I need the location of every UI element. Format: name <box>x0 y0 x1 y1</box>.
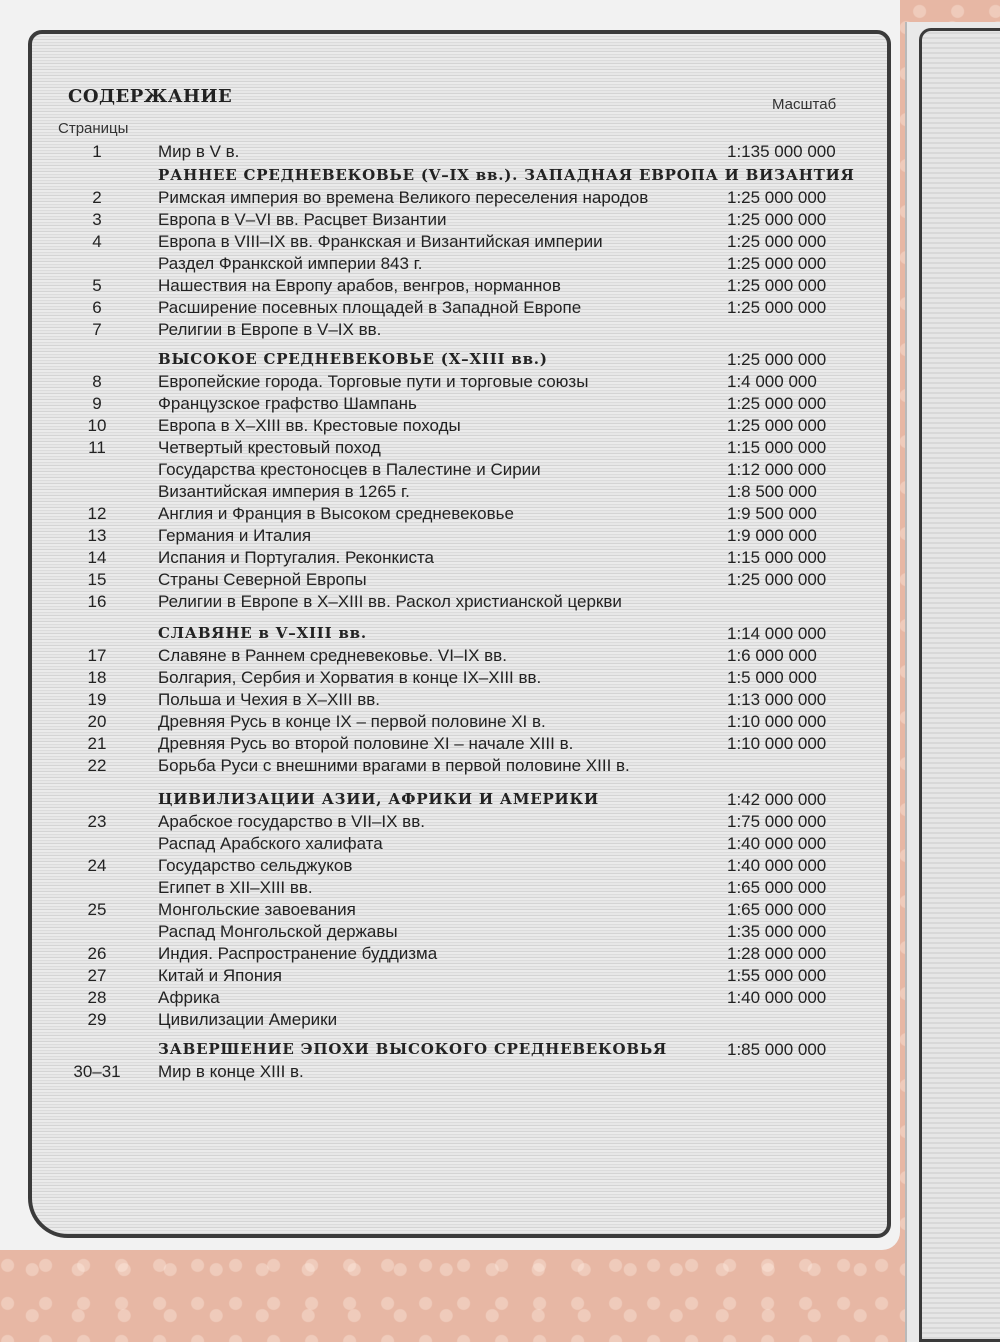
pages-column-header: Страницы <box>58 120 129 137</box>
entry-title: Цивилизации Америки <box>158 1010 338 1029</box>
contents-frame <box>28 30 891 1238</box>
page-number: 17 <box>87 646 107 665</box>
list-item <box>32 504 887 526</box>
entry-title: Англия и Франция в Высоком средневековье <box>158 504 514 523</box>
list-item <box>32 1010 887 1032</box>
entry-title: Древняя Русь во второй половине XI – начале XIII в. <box>158 734 574 753</box>
map-scale: 1:15 000 000 <box>727 438 827 457</box>
list-item <box>32 438 887 460</box>
page-number: 12 <box>87 504 107 523</box>
page-number: 27 <box>87 966 107 985</box>
section-heading-row <box>32 790 887 812</box>
map-scale: 1:6 000 000 <box>727 646 817 665</box>
entry-title: Арабское государство в VII–IX вв. <box>158 812 425 831</box>
entry-title: Государства крестоносцев в Палестине и Сирии <box>158 460 541 479</box>
page-number: 3 <box>92 210 102 229</box>
page-number: 18 <box>87 668 107 687</box>
map-scale: 1:4 000 000 <box>727 372 817 391</box>
entry-title: Египет в XII–XIII вв. <box>158 878 313 897</box>
list-item <box>32 394 887 416</box>
list-item <box>32 988 887 1010</box>
list-item <box>32 592 887 614</box>
section-heading: ВЫСОКОЕ СРЕДНЕВЕКОВЬЕ (X–XIII вв.) <box>158 350 548 368</box>
map-scale: 1:75 000 000 <box>727 812 827 831</box>
list-item <box>32 690 887 712</box>
map-scale: 1:9 000 000 <box>727 526 817 545</box>
map-scale: 1:28 000 000 <box>727 944 827 963</box>
entry-title: Мир в V в. <box>158 142 240 161</box>
entry-title: Страны Северной Европы <box>158 570 367 589</box>
map-scale: 1:25 000 000 <box>727 416 827 435</box>
map-scale: 1:85 000 000 <box>727 1040 827 1059</box>
entry-title: Французское графство Шампань <box>158 394 417 413</box>
map-scale: 1:65 000 000 <box>727 900 827 919</box>
section-heading: РАННЕЕ СРЕДНЕВЕКОВЬЕ (V–IX вв.). ЗАПАДНАЯ ЕВРОПА И ВИЗАНТИЯ <box>158 166 855 184</box>
map-scale: 1:10 000 000 <box>727 712 827 731</box>
page-number: 16 <box>87 592 107 611</box>
page-number: 11 <box>88 438 106 457</box>
entry-title: Европа в X–XIII вв. Крестовые походы <box>158 416 461 435</box>
entry-title: Византийская империя в 1265 г. <box>158 482 410 501</box>
entry-title: Религии в Европе в X–XIII вв. Раскол христианской церкви <box>158 592 622 611</box>
page-number: 14 <box>87 548 107 567</box>
page-number: 1 <box>92 142 102 161</box>
page-number: 10 <box>87 416 107 435</box>
entry-title: Европейские города. Торговые пути и торговые союзы <box>158 372 589 391</box>
entry-title: Испания и Португалия. Реконкиста <box>158 548 434 567</box>
page-number: 23 <box>87 812 107 831</box>
page-number: 25 <box>87 900 107 919</box>
map-scale: 1:5 000 000 <box>727 668 817 687</box>
map-scale: 1:40 000 000 <box>727 988 827 1007</box>
page-number: 22 <box>87 756 107 775</box>
entry-title: Мир в конце XIII в. <box>158 1062 304 1081</box>
entry-title: Европа в VIII–IX вв. Франкская и Византийская империи <box>158 232 603 251</box>
entry-title: Римская империя во времена Великого переселения народов <box>158 188 649 207</box>
map-scale: 1:25 000 000 <box>727 232 827 251</box>
map-scale: 1:13 000 000 <box>727 690 827 709</box>
map-scale: 1:55 000 000 <box>727 966 827 985</box>
list-item <box>32 482 887 504</box>
page-number: 20 <box>87 712 107 731</box>
map-scale: 1:25 000 000 <box>727 298 827 317</box>
entry-title: Распад Монгольской державы <box>158 922 398 941</box>
entry-title: Германия и Италия <box>158 526 312 545</box>
list-item <box>32 856 887 878</box>
list-item <box>32 210 887 232</box>
map-scale: 1:12 000 000 <box>727 460 827 479</box>
list-item <box>32 570 887 592</box>
map-scale: 1:25 000 000 <box>727 276 827 295</box>
page-number: 4 <box>92 232 102 251</box>
list-item <box>32 712 887 734</box>
entry-title: Древняя Русь в конце IX – первой половине XI в. <box>158 712 546 731</box>
page-number: 6 <box>92 298 102 317</box>
page-number: 15 <box>87 570 107 589</box>
section-heading-row <box>32 624 887 646</box>
list-item <box>32 668 887 690</box>
entry-title: Распад Арабского халифата <box>158 834 383 853</box>
list-item <box>32 900 887 922</box>
section-heading: ЗАВЕРШЕНИЕ ЭПОХИ ВЫСОКОГО СРЕДНЕВЕКОВЬЯ <box>158 1040 668 1058</box>
list-item <box>32 320 887 342</box>
list-item <box>32 276 887 298</box>
map-scale: 1:25 000 000 <box>727 350 827 369</box>
map-scale: 1:10 000 000 <box>727 734 827 753</box>
list-item <box>32 646 887 668</box>
entry-title: Славяне в Раннем средневековье. VI–IX вв. <box>158 646 507 665</box>
entry-title: Польша и Чехия в X–XIII вв. <box>158 690 381 709</box>
map-scale: 1:25 000 000 <box>727 254 827 273</box>
table-of-contents <box>32 34 887 1234</box>
page-number: 29 <box>87 1010 107 1029</box>
map-scale: 1:42 000 000 <box>727 790 827 809</box>
list-item <box>32 298 887 320</box>
entry-title: Религии в Европе в V–IX вв. <box>158 320 382 339</box>
page-number: 2 <box>92 188 102 207</box>
list-item <box>32 1062 887 1084</box>
map-scale: 1:40 000 000 <box>727 834 827 853</box>
entry-title: Европа в V–VI вв. Расцвет Византии <box>158 210 447 229</box>
section-heading-row <box>32 166 887 188</box>
list-item <box>32 878 887 900</box>
map-scale: 1:25 000 000 <box>727 394 827 413</box>
list-item <box>32 734 887 756</box>
page-number: 9 <box>92 394 102 413</box>
entry-title: Четвертый крестовый поход <box>158 438 381 457</box>
page-number: 21 <box>87 734 107 753</box>
list-item <box>32 812 887 834</box>
entry-title: Борьба Руси с внешними врагами в первой половине XIII в. <box>158 756 630 775</box>
map-scale: 1:135 000 000 <box>727 142 836 161</box>
scale-column-header: Масштаб <box>772 96 837 113</box>
page-number: 28 <box>87 988 107 1007</box>
list-item <box>32 232 887 254</box>
list-item <box>32 548 887 570</box>
list-item <box>32 254 887 276</box>
map-scale: 1:9 500 000 <box>727 504 817 523</box>
map-scale: 1:40 000 000 <box>727 856 827 875</box>
map-scale: 1:65 000 000 <box>727 878 827 897</box>
list-item <box>32 372 887 394</box>
map-scale: 1:25 000 000 <box>727 210 827 229</box>
section-heading: ЦИВИЛИЗАЦИИ АЗИИ, АФРИКИ И АМЕРИКИ <box>158 790 599 808</box>
page-number: 7 <box>92 320 102 339</box>
section-heading-row <box>32 1040 887 1062</box>
map-scale: 1:25 000 000 <box>727 570 827 589</box>
section-heading-row <box>32 350 887 372</box>
list-item <box>32 944 887 966</box>
list-item <box>32 922 887 944</box>
map-scale: 1:8 500 000 <box>727 482 817 501</box>
entry-title: Китай и Япония <box>158 966 282 985</box>
map-scale: 1:15 000 000 <box>727 548 827 567</box>
list-item <box>32 834 887 856</box>
entry-title: Раздел Франкской империи 843 г. <box>158 254 423 273</box>
list-item <box>32 966 887 988</box>
entry-title: Государство сельджуков <box>158 856 353 875</box>
entry-title: Расширение посевных площадей в Западной Европе <box>158 298 582 317</box>
page-number: 13 <box>87 526 107 545</box>
map-scale: 1:25 000 000 <box>727 188 827 207</box>
entry-title: Индия. Распространение буддизма <box>158 944 438 963</box>
list-item <box>32 460 887 482</box>
list-item <box>32 142 887 164</box>
map-scale: 1:14 000 000 <box>727 624 827 643</box>
map-scale: 1:35 000 000 <box>727 922 827 941</box>
page-number: 30–31 <box>73 1062 121 1081</box>
section-heading: СЛАВЯНЕ в V–XIII вв. <box>158 624 367 642</box>
page-number: 24 <box>87 856 107 875</box>
list-item <box>32 188 887 210</box>
page-number: 5 <box>92 276 102 295</box>
list-item <box>32 416 887 438</box>
list-item <box>32 756 887 778</box>
page-number: 26 <box>87 944 107 963</box>
next-page-edge <box>905 22 1000 1342</box>
contents-title: СОДЕРЖАНИЕ <box>68 86 233 107</box>
entry-title: Монгольские завоевания <box>158 900 356 919</box>
page-number: 19 <box>87 690 107 709</box>
entry-title: Болгария, Сербия и Хорватия в конце IX–XIII вв. <box>158 668 542 687</box>
entry-title: Нашествия на Европу арабов, венгров, норманнов <box>158 276 561 295</box>
list-item <box>32 526 887 548</box>
page-number: 8 <box>92 372 102 391</box>
entry-title: Африка <box>158 988 220 1007</box>
